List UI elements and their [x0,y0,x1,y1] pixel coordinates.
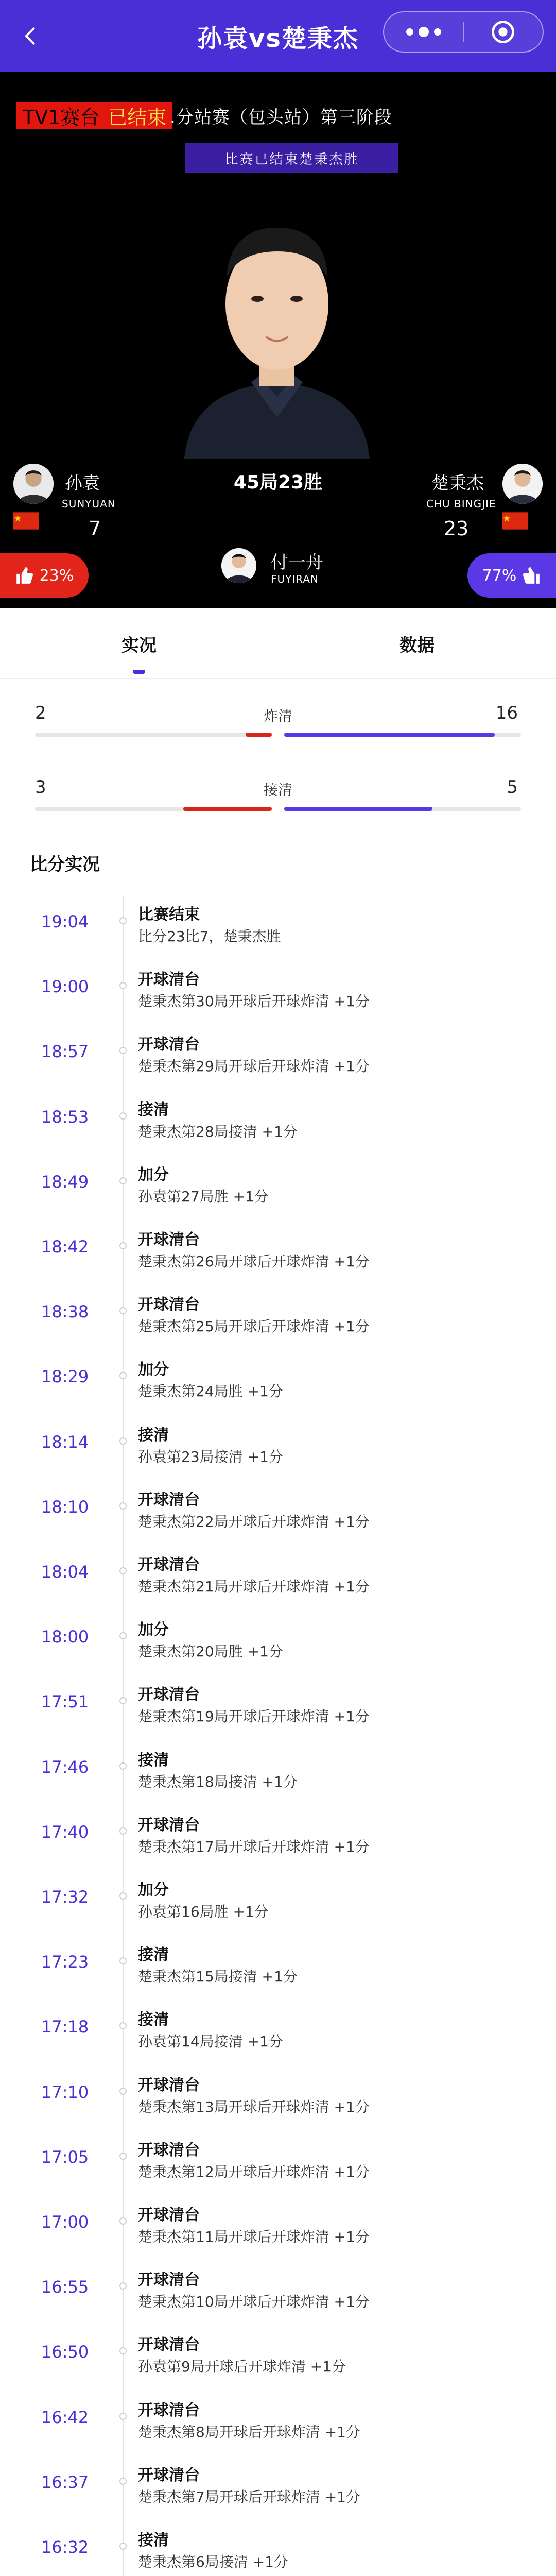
timeline-event-type: 接清 [138,1946,169,1964]
timeline-time: 17:32 [41,1887,89,1907]
stat-left-fill [183,807,272,811]
timeline-dot [119,982,127,989]
timeline-time: 18:49 [41,1172,89,1192]
match-hero-banner [0,72,556,608]
timeline-time: 18:04 [41,1562,89,1582]
stat-left-bar [35,807,272,811]
timeline-time: 18:42 [41,1237,89,1257]
stat-label: 炸清 [263,707,292,724]
timeline-time: 16:50 [41,2342,89,2362]
timeline-dot [119,2022,127,2029]
left-player-score: 7 [89,517,101,540]
timeline-dot [119,2217,127,2225]
timeline-time: 16:37 [41,2472,89,2492]
timeline-time: 17:46 [41,1757,89,1777]
china-flag-icon [502,512,528,530]
timeline-event-type: 开球清台 [138,971,200,989]
timeline-item [0,1157,556,1222]
timeline-event-type: 加分 [138,1621,169,1639]
timeline-dot [119,1567,127,1574]
thumbs-up-icon [15,566,34,585]
timeline-event-description: 孙袁第16局胜 +1分 [138,1903,269,1920]
timeline-event-type: 接清 [138,1751,169,1769]
timeline-dot [119,2347,127,2354]
timeline-time: 19:04 [41,912,89,931]
timeline-event-description: 比分23比7，楚秉杰胜 [138,928,281,945]
tab-live[interactable]: 实况 [121,635,157,656]
top-navigation-bar [0,0,556,72]
stat-right-value: 16 [495,703,518,723]
timeline-dot [119,1892,127,1900]
timeline-event-type: 开球清台 [138,2271,200,2290]
timeline-item [0,2392,556,2457]
timeline-time: 19:00 [41,977,89,997]
player-avatar-icon [502,464,543,504]
timeline-dot [119,1437,127,1445]
timeline-event-description: 楚秉杰第22局开球后开球炸清 +1分 [138,1513,370,1530]
timeline-time: 17:23 [41,1952,89,1972]
timeline-event-description: 楚秉杰第26局开球后开球炸清 +1分 [138,1253,370,1270]
timeline-event-type: 加分 [138,1881,169,1899]
timeline-event-description: 楚秉杰第8局开球后开球炸清 +1分 [138,2423,360,2441]
timeline-event-type: 接清 [138,1100,169,1119]
timeline-dot [119,1112,127,1120]
timeline-event-description: 楚秉杰第13局开球后开球炸清 +1分 [138,2098,370,2115]
timeline-event-type: 开球清台 [138,2076,200,2094]
stat-left-value: 3 [35,777,46,798]
dot [406,28,413,36]
dot [434,28,441,36]
timeline-event-description: 楚秉杰第21局开球后开球炸清 +1分 [138,1578,370,1595]
broadcast-badge [16,102,172,129]
timeline-event-description: 楚秉杰第28局接清 +1分 [138,1123,298,1140]
timeline-time: 17:51 [41,1692,89,1712]
timeline-item [0,2067,556,2132]
right-player-avatar[interactable] [502,464,543,504]
timeline-dot [119,2478,127,2485]
timeline-item [0,1482,556,1547]
timeline-event-description: 楚秉杰第25局开球后开球炸清 +1分 [138,1318,370,1335]
thumbs-up-icon [522,566,541,585]
support-right-button[interactable] [467,553,556,598]
timeline-item [0,1872,556,1937]
timeline-time: 16:42 [41,2407,89,2427]
timeline-dot [119,1047,127,1054]
timeline-dot [119,1697,127,1704]
timeline-event-description: 楚秉杰第17局开球后开球炸清 +1分 [138,1838,370,1855]
timeline-item [0,2327,556,2392]
timeline-event-description: 楚秉杰第18局接清 +1分 [138,1773,298,1790]
timeline-event-description: 楚秉杰第20局胜 +1分 [138,1643,283,1660]
broadcast-table-label: TV1赛台 [23,106,100,129]
timeline-event-type: 开球清台 [138,1490,200,1509]
timeline-event-type: 开球清台 [138,1816,200,1834]
timeline-item [0,1547,556,1612]
content-tabs [0,608,556,679]
timeline-event-description: 楚秉杰第7局开球后开球炸清 +1分 [138,2488,360,2505]
right-player-name: 楚秉杰 [431,473,484,494]
timeline-event-type: 开球清台 [138,2466,200,2484]
referee-avatar-icon [221,548,256,583]
timeline-dot [119,2413,127,2420]
support-right-percent: 77% [482,566,517,585]
timeline-item [0,2002,556,2066]
timeline-time: 18:29 [41,1367,89,1387]
left-player-name: 孙袁 [65,473,100,494]
timeline-time: 17:40 [41,1822,89,1842]
back-button[interactable] [15,21,46,52]
timeline-event-type: 开球清台 [138,2206,200,2224]
timeline-dot [119,1632,127,1639]
timeline-item [0,896,556,961]
timeline-time: 18:57 [41,1042,89,1062]
timeline-item [0,2132,556,2197]
timeline-item [0,2522,556,2576]
timeline-item [0,961,556,1026]
more-menu-button[interactable] [384,12,463,52]
timeline-dot [119,1762,127,1770]
timeline-event-type: 比赛结束 [138,906,200,924]
right-player-name-en: CHU BINGJIE [426,498,496,510]
timeline-event-type: 开球清台 [138,1296,200,1314]
stat-right-bar [284,807,521,811]
target-close-icon [490,19,516,45]
referee-name-en: FUYIRAN [271,573,319,585]
timeline-event-description: 孙袁第9局开球后开球炸清 +1分 [138,2358,346,2376]
timeline-event-description: 楚秉杰第11局开球后开球炸清 +1分 [138,2228,370,2245]
timeline-event-description: 楚秉杰第10局开球后开球炸清 +1分 [138,2293,370,2311]
back-arrow-icon [20,25,42,47]
winner-portrait [164,191,390,459]
timeline-time: 17:18 [41,2017,89,2037]
timeline-item [0,1286,556,1351]
stat-right-fill [284,807,432,811]
timeline-event-description: 楚秉杰第12局开球后开球炸清 +1分 [138,2163,370,2180]
china-flag-icon [13,512,39,530]
timeline-item [0,1026,556,1091]
event-name: .分站赛（包头站）第三阶段 [170,107,392,128]
timeline-item [0,2197,556,2262]
timeline-event-description: 孙袁第27局胜 +1分 [138,1188,269,1205]
timeline-dot [119,1957,127,1964]
timeline-event-type: 开球清台 [138,2336,200,2354]
timeline-item [0,1937,556,2002]
timeline-dot [119,1242,127,1249]
timeline-item [0,1417,556,1482]
timeline-event-type: 加分 [138,1361,169,1379]
timeline-time: 18:14 [41,1432,89,1452]
dot [419,27,429,37]
stat-right-value: 5 [507,777,518,798]
right-player-score: 23 [444,517,469,540]
timeline-time: 17:05 [41,2147,89,2167]
score-row [0,464,556,551]
timeline-event-type: 开球清台 [138,1036,200,1054]
timeline-event-description: 孙袁第23局接清 +1分 [138,1448,283,1465]
timeline-time: 16:55 [41,2277,89,2297]
timeline-event-description: 楚秉杰第24局胜 +1分 [138,1383,283,1400]
timeline-dot [119,1177,127,1184]
timeline-event-type: 开球清台 [138,1686,200,1704]
miniprogram-capsule [383,11,544,53]
timeline-time: 18:53 [41,1107,89,1127]
timeline-event-type: 开球清台 [138,2401,200,2419]
timeline-item [0,1222,556,1286]
referee-info [221,545,376,597]
timeline-dot [119,2153,127,2160]
stat-break-clear [0,703,556,759]
timeline-dot [119,2543,127,2550]
timeline-event-description: 楚秉杰第30局开球后开球炸清 +1分 [138,993,370,1010]
timeline-item [0,1676,556,1741]
tab-data[interactable]: 数据 [399,635,435,656]
timeline-time: 18:00 [41,1627,89,1647]
timeline-event-description: 孙袁第14局接清 +1分 [138,2033,283,2050]
referee-avatar [221,548,256,583]
left-player-name-en: SUNYUAN [62,498,116,510]
timeline-dot [119,2282,127,2290]
timeline-event-description: 楚秉杰第19局开球后开球炸清 +1分 [138,1708,370,1725]
stat-right-bar [284,733,521,737]
timeline-dot [119,1372,127,1379]
timeline-event-type: 加分 [138,1165,169,1184]
timeline-event-description: 楚秉杰第15局接清 +1分 [138,1968,298,1986]
timeline-event-type: 接清 [138,1426,169,1444]
stat-left-bar [35,733,272,737]
timeline-item [0,1612,556,1676]
timeline-event-description: 楚秉杰第6局接清 +1分 [138,2553,288,2570]
referee-name: 付一舟 [271,552,323,573]
right-player [502,464,543,530]
timeline-event-type: 开球清台 [138,1556,200,1574]
timeline-time: 18:38 [41,1302,89,1322]
stat-left-value: 2 [35,703,46,723]
support-left-button[interactable] [0,553,89,598]
stat-left-fill [246,733,272,737]
timeline-time: 18:10 [41,1497,89,1517]
timeline-dot [119,1827,127,1835]
support-left-percent: 23% [39,566,74,585]
live-score-heading: 比分实况 [30,854,100,875]
timeline-event-type: 接清 [138,2531,169,2549]
timeline-time: 16:32 [41,2537,89,2557]
timeline-item [0,2457,556,2522]
timeline-time: 17:10 [41,2082,89,2102]
stat-run-out [0,777,556,834]
match-format: 45局23胜 [233,472,323,493]
active-tab-indicator [133,670,145,674]
timeline-dot [119,1307,127,1314]
stat-label: 接清 [263,782,292,799]
close-miniprogram-button[interactable] [464,19,543,45]
timeline-item [0,1742,556,1807]
timeline-item [0,1092,556,1157]
timeline-event-description: 楚秉杰第29局开球后开球炸清 +1分 [138,1058,370,1075]
timeline-item [0,1351,556,1416]
timeline-event-type: 开球清台 [138,2141,200,2159]
stat-right-fill [284,733,495,737]
timeline-item [0,1807,556,1872]
timeline-event-type: 开球清台 [138,1231,200,1249]
timeline-time: 17:00 [41,2212,89,2232]
timeline-dot [119,1502,127,1510]
page-title: 孙袁vs楚秉杰 [197,24,359,53]
timeline-dot [119,917,127,924]
match-ended-notice: 比赛已结束楚秉杰胜 [185,143,398,173]
match-status-label: 已结束 [108,106,167,129]
timeline-event-type: 接清 [138,2011,169,2029]
timeline-item [0,2262,556,2327]
timeline-dot [119,2088,127,2095]
